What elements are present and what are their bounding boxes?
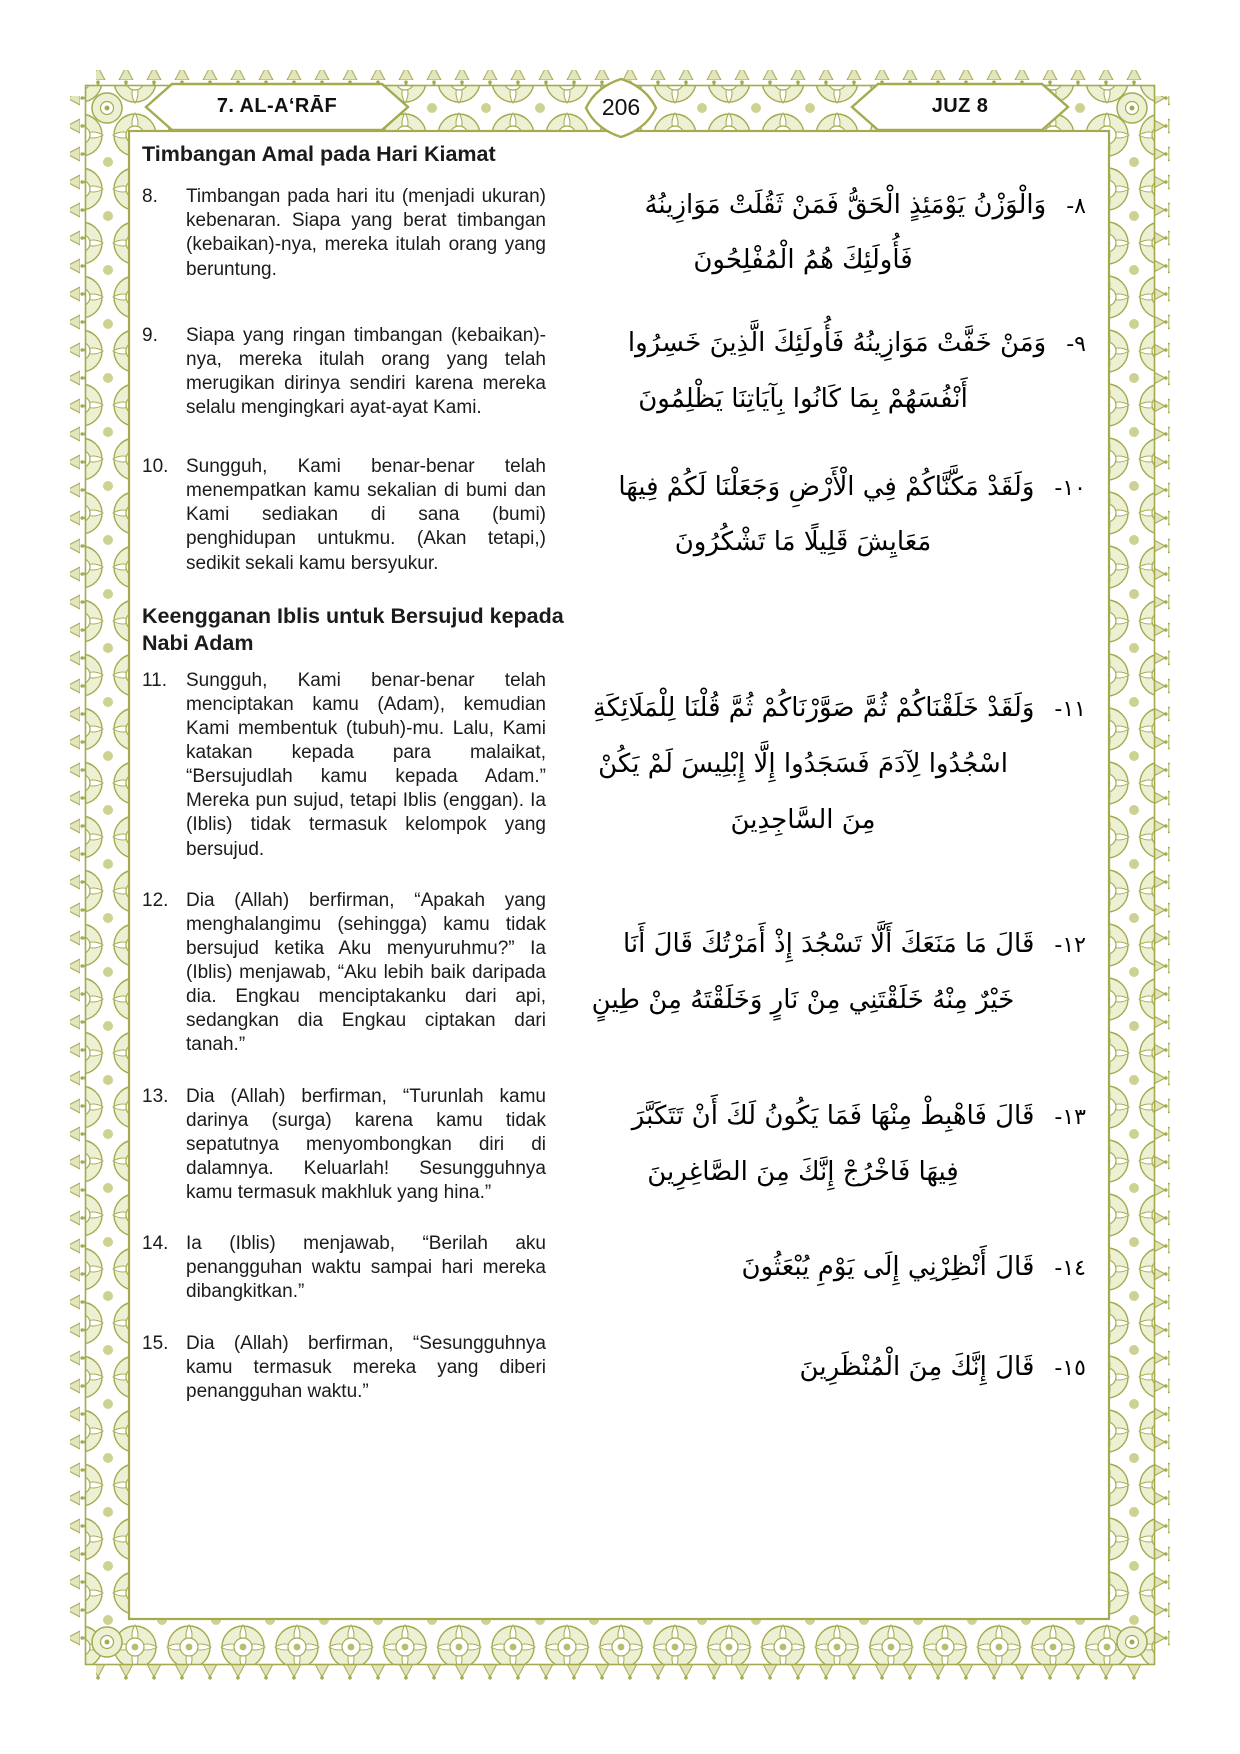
translation-block — [142, 1332, 546, 1404]
arabic-line: وَمَنْ خَفَّتْ مَوَازِينُهُ فَأُولَئِكَ الَّذِينَ خَسِرُوا — [627, 328, 1047, 359]
translation-block — [142, 669, 546, 862]
arabic-line: أَنْفُسَهُمْ بِمَا كَانُوا بِآيَاتِنَا يَظْلِمُونَ — [638, 384, 968, 415]
translation-text: Dia (Allah) berfirman, “Turunlah kamu darinya (surga) karena kamu tidak sepatutnya menyombongkan diri di dalamnya. Keluarlah! Sesungguhnya kamu termasuk makhluk yang hina.” — [186, 1085, 546, 1204]
translation-block — [142, 455, 546, 576]
translation-text: Ia (Iblis) menjawab, “Berilah aku penangguhan waktu sampai hari mereka dibangkitkan.” — [186, 1233, 546, 1303]
verse-row-8 — [142, 178, 1098, 290]
arabic-line: مِنَ السَّاجِدِينَ — [730, 805, 876, 836]
arabic-verse-number: ١٢- — [1054, 933, 1086, 959]
translation-text: Sungguh, Kami benar-benar telah menciptakan kamu (Adam), kemudian Kami membentuk (tubuh)-mu. Lalu, Kami katakan kepada para malaikat, “Bersujudlah kamu kepada Adam.” Mereka pun sujud, tetapi Iblis (enggan). Ia (Iblis) tidak termasuk kelompok yang bersujud. — [186, 669, 546, 860]
arabic-line: اسْجُدُوا لِآدَمَ فَسَجَدُوا إِلَّا إِبْلِيسَ لَمْ يَكُنْ — [598, 749, 1008, 780]
surah-title-badge: 7. AL-A‘RĀF — [216, 95, 338, 117]
verse-row-14 — [142, 1232, 1098, 1304]
arabic-verse-number: ١٥- — [1054, 1355, 1086, 1381]
verse-row-12 — [142, 889, 1098, 1058]
arabic-verse-number: ٩- — [1066, 332, 1086, 358]
arabic-line: خَيْرٌ مِنْهُ خَلَقْتَنِي مِنْ نَارٍ وَخَلَقْتَهُ مِنْ طِينٍ — [591, 985, 1015, 1016]
arabic-block — [546, 316, 1098, 428]
section-heading-1: Timbangan Amal pada Hari Kiamat — [142, 142, 496, 166]
verse-number: 10. — [142, 456, 169, 478]
translation-text: Timbangan pada hari itu (menjadi ukuran) kebenaran. Siapa yang berat timbangan (kebaikan)-nya, mereka itulah orang yang beruntung. — [186, 186, 546, 280]
translation-text: Dia (Allah) berfirman, “Sesungguhnya kamu termasuk mereka yang diberi penangguhan waktu.” — [186, 1332, 546, 1402]
translation-text: Siapa yang ringan timbangan (kebaikan)-nya, mereka itulah orang yang telah merugikan dirinya sendiri karena mereka selalu mengingkari ayat-ayat Kami. — [186, 324, 546, 419]
arabic-line: فَأُولَئِكَ هُمُ الْمُفْلِحُونَ — [693, 245, 913, 276]
arabic-line: فِيهَا فَاخْرُجْ إِنَّكَ مِنَ الصَّاغِرِينَ — [647, 1156, 959, 1187]
arabic-verse-number: ١١- — [1054, 697, 1086, 723]
verse-row-9 — [142, 316, 1098, 428]
arabic-line: قَالَ مَا مَنَعَكَ أَلَّا تَسْجُدَ إِذْ أَمَرْتُكَ قَالَ أَنَا — [622, 929, 1035, 960]
verse-number: 11. — [142, 669, 168, 691]
translation-block — [142, 324, 546, 421]
verse-row-11 — [142, 669, 1098, 862]
arabic-block — [546, 1340, 1098, 1396]
arabic-block — [546, 917, 1098, 1029]
translation-block — [142, 1232, 546, 1304]
verse-number: 13. — [142, 1085, 169, 1107]
verse-row-13 — [142, 1085, 1098, 1206]
arabic-line: قَالَ فَاهْبِطْ مِنْهَا فَمَا يَكُونُ لَكَ أَنْ تَتَكَبَّرَ — [631, 1101, 1035, 1132]
arabic-verse-number: ٨- — [1066, 193, 1086, 219]
arabic-line: قَالَ إِنَّكَ مِنَ الْمُنْظَرِينَ — [799, 1351, 1035, 1382]
arabic-block — [546, 178, 1098, 290]
page-content — [142, 141, 1098, 1431]
translation-block — [142, 889, 546, 1058]
arabic-block — [546, 1089, 1098, 1201]
arabic-verse-number: ١٣- — [1054, 1105, 1086, 1131]
arabic-block — [546, 460, 1098, 572]
translation-text: Dia (Allah) berfirman, “Apakah yang menghalangimu (sehingga) kamu tidak bersujud ketika Aku menyuruhmu?” Ia (Iblis) menjawab, “Aku lebih baik daripada dia. Engkau menciptakanku dari api, sedangkan dia Engkau ciptakan dari tanah.” — [186, 889, 546, 1056]
translation-block — [142, 1085, 546, 1206]
verse-number: 15. — [142, 1332, 169, 1354]
arabic-block — [546, 681, 1098, 849]
arabic-line: وَلَقَدْ مَكَّنَّاكُمْ فِي الْأَرْضِ وَجَعَلْنَا لَكُمْ فِيهَا — [618, 471, 1035, 502]
section-heading-2: Keengganan Iblis untuk Bersujud kepada Nabi Adam — [142, 603, 564, 656]
verse-number: 14. — [142, 1233, 169, 1255]
translation-text: Sungguh, Kami benar-benar telah menempatkan kamu sekalian di bumi dan Kami sediakan di sana (bumi) penghidupan untukmu. (Akan tetapi,) sedikit sekali kamu bersyukur. — [186, 456, 546, 574]
arabic-line: قَالَ أَنْظِرْنِي إِلَى يَوْمِ يُبْعَثُونَ — [741, 1252, 1035, 1283]
page-number-badge: 206 — [601, 94, 641, 120]
arabic-block — [546, 1240, 1098, 1296]
arabic-line: مَعَايِشَ قَلِيلًا مَا تَشْكُرُونَ — [674, 527, 932, 558]
verse-row-15 — [142, 1332, 1098, 1404]
verse-number: 9. — [142, 324, 158, 346]
translation-block — [142, 185, 546, 282]
juz-badge: JUZ 8 — [931, 95, 989, 117]
verse-number: 8. — [142, 186, 158, 208]
arabic-line: وَلَقَدْ خَلَقْنَاكُمْ ثُمَّ صَوَّرْنَاكُمْ ثُمَّ قُلْنَا لِلْمَلَائِكَةِ — [592, 693, 1035, 724]
verse-row-10 — [142, 455, 1098, 576]
verse-number: 12. — [142, 889, 169, 911]
arabic-line: وَالْوَزْنُ يَوْمَئِذٍ الْحَقُّ فَمَنْ ثَقُلَتْ مَوَازِينُهُ — [644, 189, 1047, 220]
arabic-verse-number: ١٤- — [1054, 1256, 1086, 1282]
arabic-verse-number: ١٠- — [1054, 475, 1086, 501]
